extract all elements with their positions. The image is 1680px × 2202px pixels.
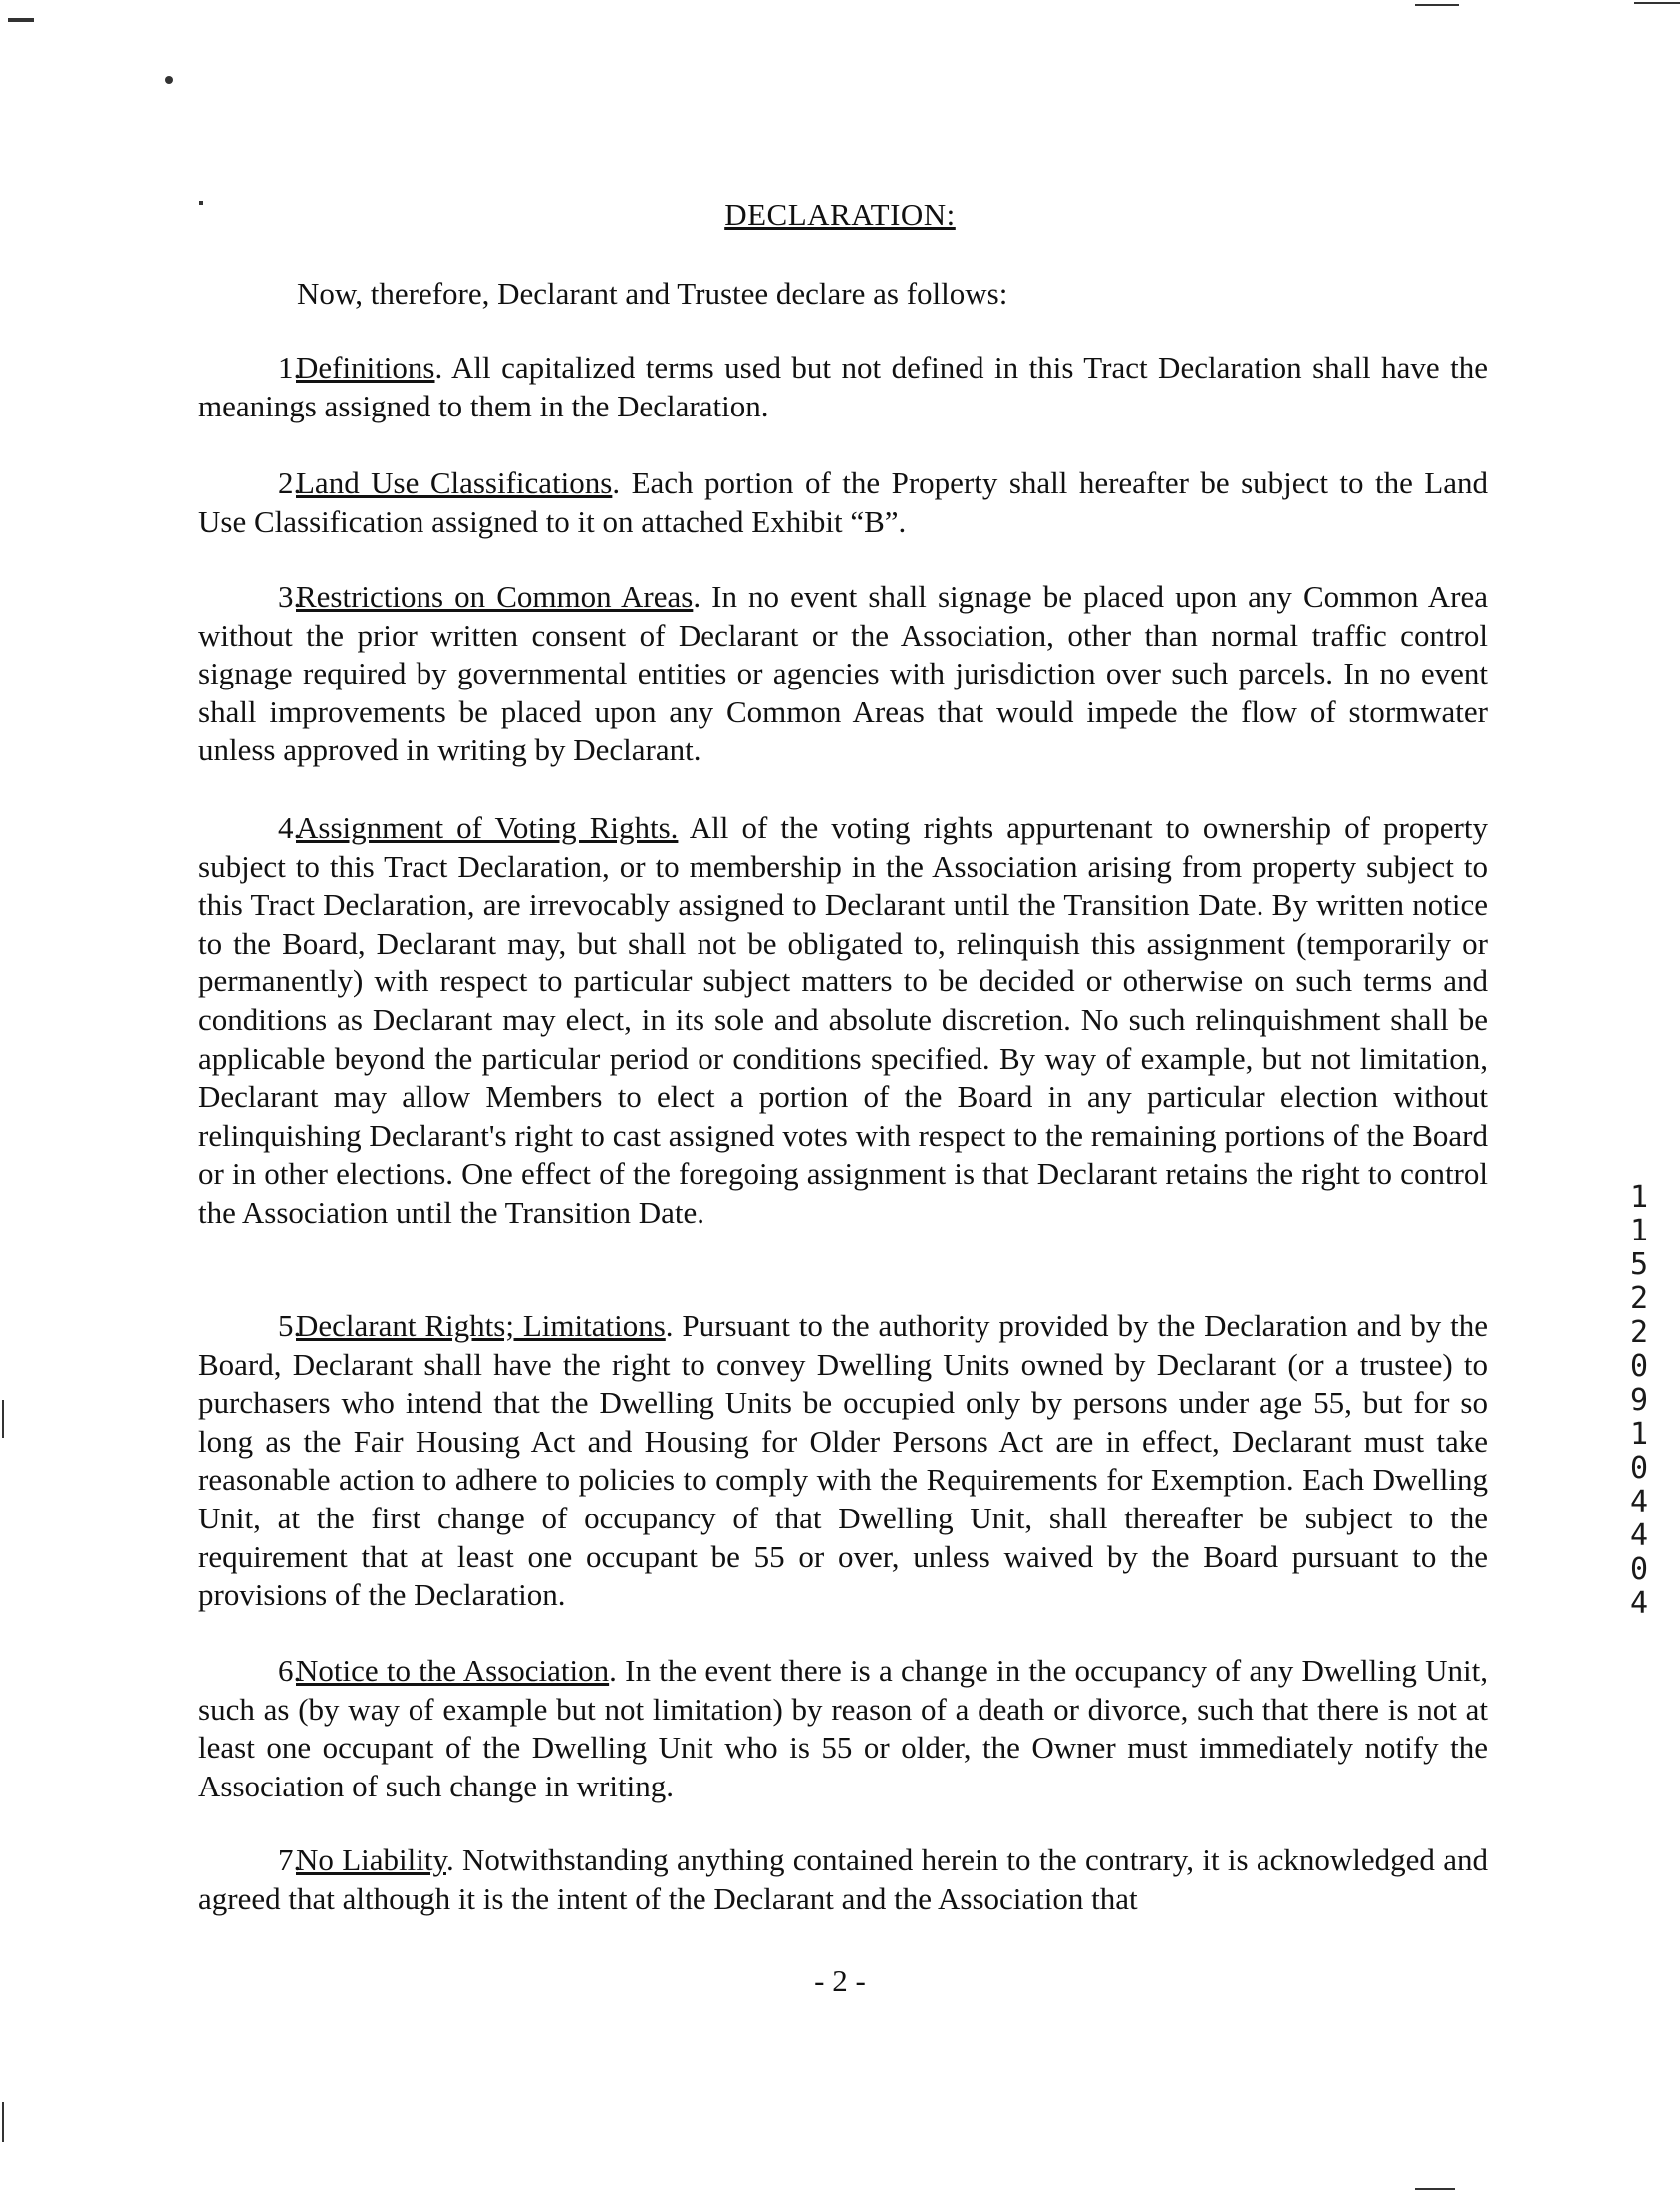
section-body: . Pursuant to the authority provided by the Declaration and by the Board, Declarant shall have the right to convey Dwelling Units owned by Declarant (or a trustee) to purchasers who intend that the Dwelling Units be occupied only by persons under age 55, but for so long as the Fair Housing Act and Housing for Older Persons Act are in effect, Declarant must take reasonable action to adhere to policies to comply with the Requirements for Exemption. Each Dwelling Unit, at the first change of occupancy of that Dwelling Unit, shall thereafter be subject to the requirement that at least one occupant be 55 or over, unless waived by the Board pursuant to the provisions of the Declaration. xyxy=(198,1308,1488,1613)
scan-speck xyxy=(2,2102,4,2142)
section-2 xyxy=(198,464,1488,541)
section-number: 7. xyxy=(278,1842,302,1877)
scan-speck xyxy=(8,18,34,22)
section-number: 5. xyxy=(278,1308,302,1343)
section-4 xyxy=(198,809,1488,1233)
section-number: 1. xyxy=(278,350,302,385)
section-body: . All capitalized terms used but not defined in this Tract Declaration shall have the meanings assigned to them in the Declaration. xyxy=(198,350,1488,423)
section-body: All of the voting rights appurtenant to ownership of property subject to this Tract Declaration, or to membership in the Association arising from property subject to this Tract Declaration, are irrevocably assigned to Declarant until the Transition Date. By written notice to the Board, Declarant may, but shall not be obligated to, relinquish this assignment (temporarily or permanently) with respect to particular subject matters to be decided or otherwise on such terms and conditions as Declarant may elect, in its sole and absolute discretion. No such relinquishment shall be applicable beyond the particular period or conditions specified. By way of example, but not limitation, Declarant may allow Members to elect a portion of the Board in any particular election without relinquishing Declarant's right to cast assigned votes with respect to the remaining portions of the Board or in other elections. One effect of the foregoing assignment is that Declarant retains the right to control the Association until the Transition Date. xyxy=(198,810,1488,1230)
section-title: Declarant Rights; Limitations xyxy=(296,1308,666,1343)
section-body: . Notwithstanding anything contained herein to the contrary, it is acknowledged and agreed that although it is the intent of the Declarant and the Association that xyxy=(198,1842,1488,1916)
section-number: 6. xyxy=(278,1653,302,1688)
section-body: . In no event shall signage be placed upon any Common Area without the prior written consent of Declarant or the Association, other than normal traffic control signage required by governmental entities or agencies with jurisdiction over such parcels. In no event shall improvements be placed upon any Common Areas that would impede the flow of stormwater unless approved in writing by Declarant. xyxy=(198,579,1488,768)
section-title: Land Use Classifications xyxy=(296,465,613,500)
section-5 xyxy=(198,1307,1488,1615)
page-number: - 2 - xyxy=(814,1963,866,1998)
section-body: . In the event there is a change in the occupancy of any Dwelling Unit, such as (by way of example but not limitation) by reason of a death or divorce, such that there is not at least one occupant of the Dwelling Unit who is 55 or older, the Owner must immediately notify the Association of such change in writing. xyxy=(198,1653,1489,1803)
scan-speck xyxy=(2,1400,4,1438)
section-number: 2. xyxy=(278,465,302,500)
section-number: 3. xyxy=(278,579,302,614)
section-title: Assignment of Voting Rights. xyxy=(296,810,679,845)
section-1 xyxy=(198,349,1488,425)
section-title: Definitions xyxy=(296,350,435,385)
scan-speck xyxy=(1415,2188,1455,2190)
section-title: Restrictions on Common Areas xyxy=(296,579,694,614)
page-heading: DECLARATION: xyxy=(724,197,956,232)
section-body: . Each portion of the Property shall hereafter be subject to the Land Use Classification assigned to it on attached Exhibit “B”. xyxy=(198,465,1488,539)
scan-speck xyxy=(1415,4,1459,6)
section-6 xyxy=(198,1652,1488,1805)
scan-speck xyxy=(165,76,173,84)
recording-number-stamp: 1152209104404 xyxy=(1629,1180,1649,1621)
section-title: No Liability xyxy=(296,1842,446,1877)
section-number: 4. xyxy=(278,810,302,845)
intro-text: Now, therefore, Declarant and Trustee declare as follows: xyxy=(297,276,1008,311)
section-7 xyxy=(198,1841,1488,1918)
section-title: Notice to the Association xyxy=(296,1653,610,1688)
section-3 xyxy=(198,578,1488,770)
scan-speck xyxy=(1634,2,1680,4)
